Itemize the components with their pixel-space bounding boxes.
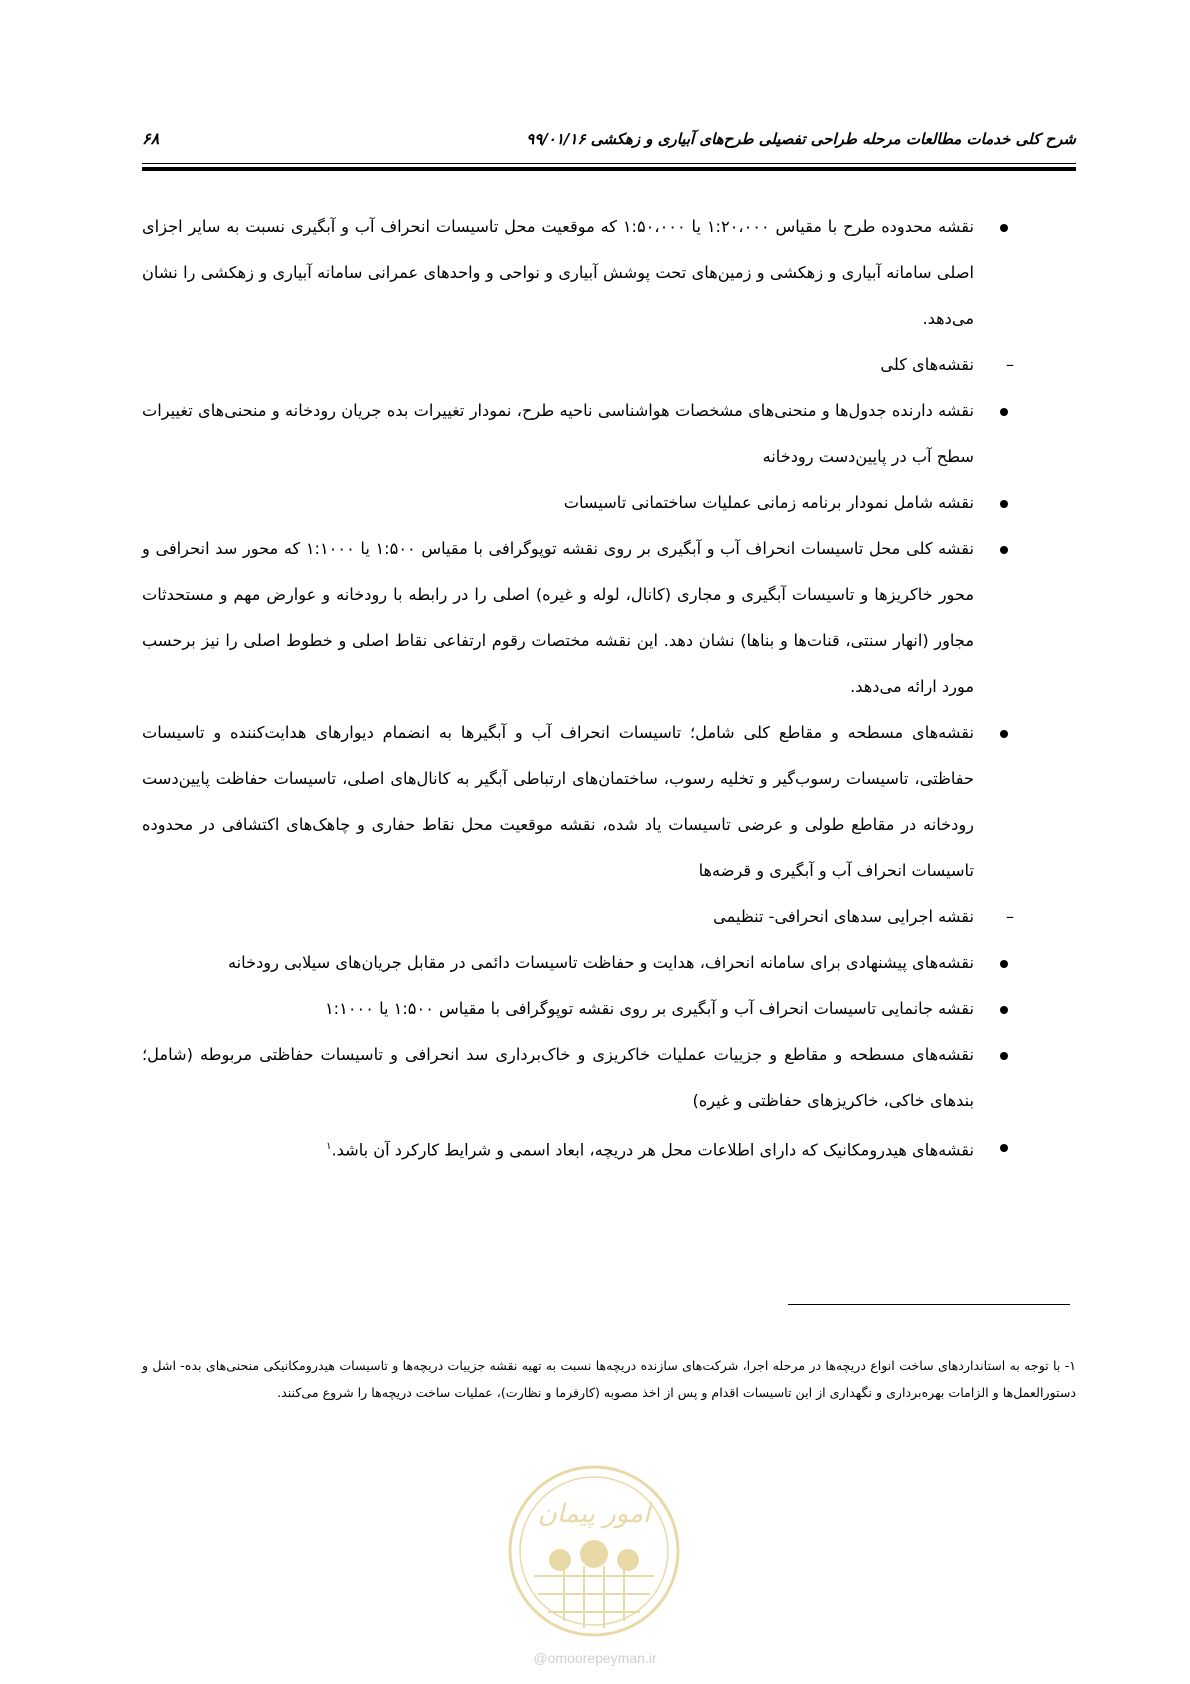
item-text: نقشه اجرایی سدهای انحرافی- تنظیمی: [713, 907, 974, 926]
item-text: نقشه‌های کلی: [880, 355, 974, 374]
list-item: [142, 526, 974, 710]
footnote: ۱- با توجه به استانداردهای ساخت انواع دریچه‌ها در مرحله اجرا، شرکت‌های سازنده دریچه‌ها نسبت به تهیه نقشه جزییات دریچه‌ها و تاسیسات هیدرومکانیکی منحنی‌های بده- اشل و دستورالعمل‌ها و الزامات بهره‌برداری و نگهداری از این تاسیسات اقدام و پس از اخذ مصوبه (کارفرما و نظارت)، عملیات ساخت دریچه‌ها را شروع می‌کنند.: [142, 1358, 1076, 1400]
main-body: [142, 204, 1014, 1173]
list-item: [142, 940, 974, 986]
section-heading: [142, 894, 1014, 940]
list-item: [142, 1124, 974, 1173]
item-text: نقشه‌های هیدرومکانیک که دارای اطلاعات محل هر دریچه، ابعاد اسمی و شرایط کارکرد آن باشد.: [331, 1140, 974, 1160]
watermark-seal-icon: [504, 1456, 684, 1646]
running-title: شرح کلی خدمات مطالعات مرحله طراحی تفصیلی طرح‌های آبیاری و زهکشی ۹۹/۰۱/۱۶: [526, 130, 1076, 148]
item-text: نقشه شامل نمودار برنامه زمانی عملیات ساختمانی تاسیسات: [563, 493, 974, 512]
list-item: [142, 480, 974, 526]
list-item: [142, 388, 974, 480]
bullet-icon: [1000, 1052, 1008, 1060]
item-text: نقشه‌های مسطحه و مقاطع کلی شامل؛ تاسیسات انحراف آب و آبگیرها به انضمام دیوارهای هدایت‌کننده و تاسیسات حفاظتی، تاسیسات رسوب‌گیر و تخلیه رسوب، ساختمان‌های ارتباطی آبگیر به کانال‌های اصلی، تاسیسات حفاظت پایین‌دست رودخانه در مقاطع طولی و عرضی تاسیسات یاد شده، نقشه موقعیت محل نقاط حفاری و چاهک‌های اکتشافی در محدوده تاسیسات انحراف آب و آبگیری و قرضه‌ها: [142, 723, 974, 880]
list-item: [142, 1032, 974, 1124]
dash-icon: –: [1006, 907, 1014, 926]
bullet-icon: [1000, 224, 1008, 232]
bullet-icon: [1000, 1144, 1008, 1152]
list-item: [142, 986, 974, 1032]
item-text: نقشه‌های مسطحه و مقاطع و جزییات عملیات خاکریزی و خاک‌برداری سد انحرافی و تاسیسات حفاظتی مربوطه (شامل؛ بندهای خاکی، خاکریزهای حفاظتی و غیره): [142, 1045, 974, 1110]
bullet-icon: [1000, 546, 1008, 554]
item-text: نقشه جانمایی تاسیسات انحراف آب و آبگیری بر روی نقشه توپوگرافی با مقیاس ۱:۵۰۰ یا ۱:۱۰۰۰: [324, 999, 974, 1018]
list-item: [142, 204, 974, 342]
page-number: ۶۸: [142, 129, 160, 148]
bullet-icon: [1000, 500, 1008, 508]
bullet-icon: [1000, 408, 1008, 416]
item-text: نقشه کلی محل تاسیسات انحراف آب و آبگیری بر روی نقشه توپوگرافی با مقیاس ۱:۵۰۰ یا ۱:۱۰۰۰ که محور سد انحرافی و محور خاکریزها و تاسیسات آبگیری و مجاری (کانال، لوله و غیره) اصلی را در رابطه با رودخانه و عوارض مهم و مستحدثات مجاور (انهار سنتی، قنات‌ها و بناها) نشان دهد. این نقشه مختصات رقوم ارتفاعی نقاط اصلی و خطوط اصلی را نیز برحسب مورد ارائه می‌دهد.: [142, 539, 974, 696]
seal-text: امور پیمان: [537, 1499, 651, 1529]
item-text: نقشه‌های پیشنهادی برای سامانه انحراف، هدایت و حفاظت تاسیسات دائمی در مقابل جریان‌های سیلابی رودخانه: [227, 953, 974, 972]
list-item: [142, 710, 974, 894]
bullet-icon: [1000, 960, 1008, 968]
item-text: نقشه محدوده طرح با مقیاس ۱:۲۰،۰۰۰ یا ۱:۵۰،۰۰۰ که موقعیت محل تاسیسات انحراف آب و آبگیری نسبت به سایر اجزای اصلی سامانه آبیاری و زهکشی و زمین‌های تحت پوشش آبیاری و نواحی و واحدهای عمرانی سامانه آبیاری و زهکشی را نشان می‌دهد.: [142, 217, 974, 328]
footnote-ref: ۱: [326, 1141, 332, 1152]
page-header: [142, 128, 1076, 158]
header-rule: [142, 163, 1076, 171]
bullet-icon: [1000, 730, 1008, 738]
section-heading: [142, 342, 1014, 388]
dash-icon: –: [1006, 355, 1014, 374]
footnote-rule: [788, 1304, 1070, 1305]
bullet-icon: [1000, 1006, 1008, 1014]
item-text: نقشه دارنده جدول‌ها و منحنی‌های مشخصات هواشناسی ناحیه طرح، نمودار تغییرات بده جریان رودخانه و منحنی‌های تغییرات سطح آب در پایین‌دست رودخانه: [142, 401, 974, 466]
watermark-site: @omoorepeyman.ir: [533, 1650, 657, 1666]
